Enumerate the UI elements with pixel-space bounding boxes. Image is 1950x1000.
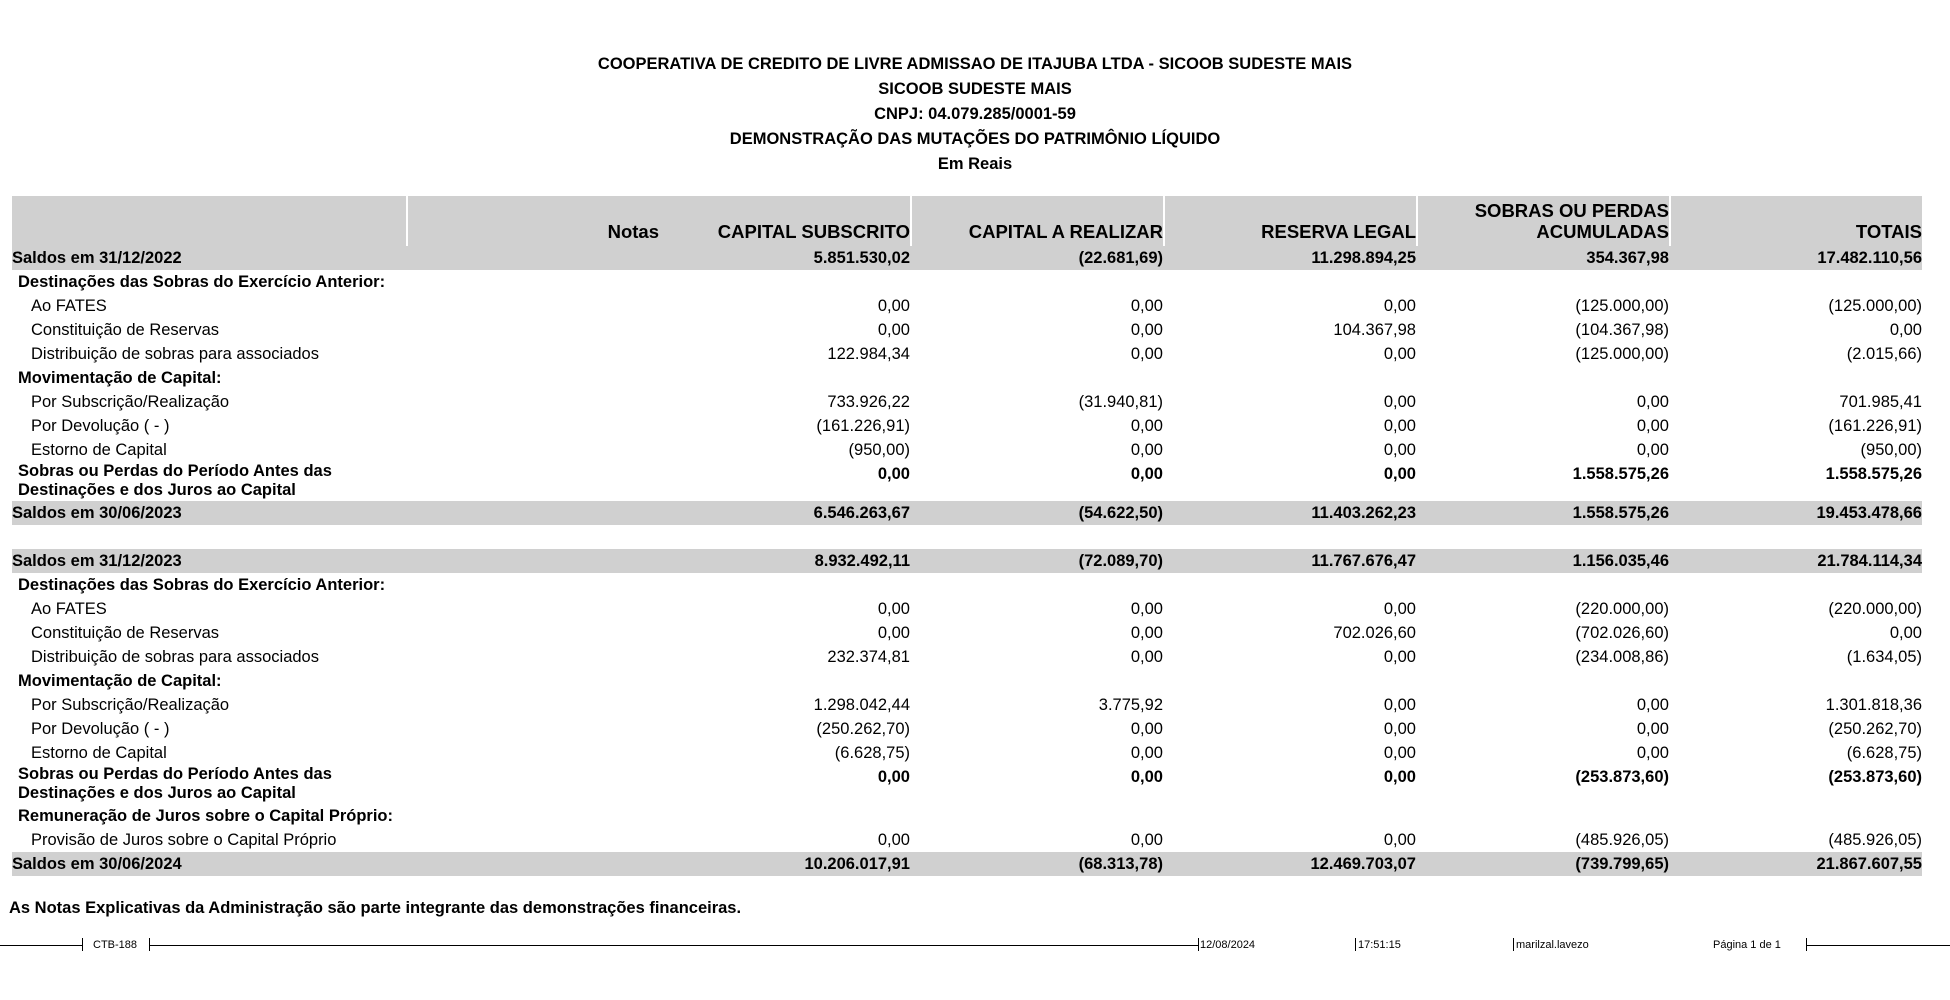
row-label: Distribuição de sobras para associados <box>31 648 319 666</box>
capital-subscrito-value: 0,00 <box>877 321 910 339</box>
row-saldos-2022 <box>12 246 1922 270</box>
sobras-value: (104.367,98) <box>1575 321 1669 339</box>
sobras-value: (702.026,60) <box>1575 624 1669 642</box>
row-label: Ao FATES <box>31 600 107 618</box>
totais-value: 21.784.114,34 <box>1817 552 1922 570</box>
sobras-value: (253.873,60) <box>1575 768 1669 786</box>
reserva-legal-value: 0,00 <box>1383 831 1416 849</box>
row-saldos-2023-12 <box>12 549 1922 573</box>
row-label: Constituição de Reservas <box>31 624 220 642</box>
totais-value: (6.628,75) <box>1846 744 1922 762</box>
sobras-value: (220.000,00) <box>1575 600 1669 618</box>
totais-value: (161.226,91) <box>1828 417 1922 435</box>
report-code: CTB-188 <box>93 939 138 951</box>
capital-subscrito-value: (950,00) <box>848 441 910 459</box>
capital-a-realizar-value: (54.622,50) <box>1078 504 1163 522</box>
row-label: Saldos em 31/12/2023 <box>12 552 182 570</box>
statement-title: DEMONSTRAÇÃO DAS MUTAÇÕES DO PATRIMÔNIO LÍQUIDO <box>729 130 1221 148</box>
row-estorno <box>12 438 1922 462</box>
row-spacer <box>12 525 1922 549</box>
row-ao-fates <box>12 294 1922 318</box>
row-label: Por Devolução ( - ) <box>31 720 170 738</box>
reserva-legal-value: 0,00 <box>1383 648 1416 666</box>
row-label: Ao FATES <box>31 297 107 315</box>
capital-a-realizar-value: 0,00 <box>1130 744 1163 762</box>
totais-value: 21.867.607,55 <box>1816 855 1922 873</box>
sobras-value: 1.558.575,26 <box>1572 504 1669 522</box>
row-subscricao <box>12 390 1922 414</box>
row-label: Saldos em 30/06/2024 <box>12 855 182 873</box>
sobras-value: 1.156.035,46 <box>1572 552 1669 570</box>
company-short-name: SICOOB SUDESTE MAIS <box>878 80 1072 98</box>
row-label: Saldos em 31/12/2022 <box>12 249 182 267</box>
capital-subscrito-value: 0,00 <box>877 768 910 786</box>
reserva-legal-value: 0,00 <box>1383 465 1416 483</box>
sobras-value: 0,00 <box>1636 441 1669 459</box>
cnpj: CNPJ: 04.079.285/0001-59 <box>874 105 1076 123</box>
row-label: Por Subscrição/Realização <box>31 393 230 411</box>
capital-a-realizar-value: (72.089,70) <box>1078 552 1163 570</box>
row-destinacoes-header <box>12 573 1922 597</box>
report-user: marilzal.lavezo <box>1516 939 1589 951</box>
col-reserva-legal: RESERVA LEGAL <box>1261 221 1416 242</box>
row-label: Sobras ou Perdas do Período Antes das Destinações e dos Juros ao Capital <box>18 462 332 499</box>
totais-value: 17.482.110,56 <box>1817 249 1922 267</box>
capital-a-realizar-value: 0,00 <box>1130 441 1163 459</box>
row-label: Movimentação de Capital: <box>18 369 222 387</box>
row-remuneracao-header <box>12 804 1922 828</box>
reserva-legal-value: 11.298.894,25 <box>1311 249 1416 267</box>
capital-a-realizar-value: 0,00 <box>1130 321 1163 339</box>
row-constituicao-reservas <box>12 621 1922 645</box>
row-devolucao <box>12 414 1922 438</box>
row-devolucao <box>12 717 1922 741</box>
page-number: Página 1 de 1 <box>1713 939 1781 951</box>
capital-subscrito-value: 0,00 <box>877 297 910 315</box>
sobras-value: 0,00 <box>1636 393 1669 411</box>
row-subscricao <box>12 693 1922 717</box>
reserva-legal-value: 0,00 <box>1383 600 1416 618</box>
row-provisao-juros <box>12 828 1922 852</box>
equity-statement-table <box>12 196 1922 876</box>
col-totais: TOTAIS <box>1855 221 1922 242</box>
capital-a-realizar-value: (22.681,69) <box>1078 249 1163 267</box>
report-header <box>0 52 1950 177</box>
row-saldos-2023-06 <box>12 501 1922 525</box>
capital-subscrito-value: 5.851.530,02 <box>813 249 910 267</box>
reserva-legal-value: 0,00 <box>1383 417 1416 435</box>
col-capital-a-realizar: CAPITAL A REALIZAR <box>968 221 1163 242</box>
capital-a-realizar-value: (31.940,81) <box>1078 393 1163 411</box>
capital-subscrito-value: 1.298.042,44 <box>813 696 910 714</box>
reserva-legal-value: 0,00 <box>1383 441 1416 459</box>
totais-value: (485.926,05) <box>1828 831 1922 849</box>
col-sobras-line1: SOBRAS OU PERDAS <box>1474 200 1669 221</box>
capital-a-realizar-value: 0,00 <box>1130 417 1163 435</box>
table-body <box>12 246 1922 876</box>
row-sobras-periodo <box>12 462 1922 501</box>
capital-subscrito-value: (161.226,91) <box>816 417 910 435</box>
row-label: Distribuição de sobras para associados <box>31 345 319 363</box>
capital-a-realizar-value: 0,00 <box>1130 345 1163 363</box>
col-sobras-line2: ACUMULADAS <box>1536 221 1669 242</box>
col-notas: Notas <box>607 221 659 242</box>
totais-value: 701.985,41 <box>1839 393 1922 411</box>
capital-subscrito-value: 733.926,22 <box>827 393 910 411</box>
totais-value: 1.558.575,26 <box>1825 465 1922 483</box>
totais-value: (220.000,00) <box>1828 600 1922 618</box>
capital-a-realizar-value: 0,00 <box>1130 624 1163 642</box>
totais-value: 19.453.478,66 <box>1816 504 1922 522</box>
totais-value: (250.262,70) <box>1828 720 1922 738</box>
reserva-legal-value: 11.767.676,47 <box>1311 552 1416 570</box>
row-label: Remuneração de Juros sobre o Capital Próprio: <box>18 807 394 825</box>
capital-subscrito-value: 0,00 <box>877 465 910 483</box>
reserva-legal-value: 702.026,60 <box>1333 624 1416 642</box>
totais-value: 0,00 <box>1889 321 1922 339</box>
reserva-legal-value: 104.367,98 <box>1333 321 1416 339</box>
totais-value: 0,00 <box>1889 624 1922 642</box>
capital-subscrito-value: 0,00 <box>877 624 910 642</box>
capital-a-realizar-value: (68.313,78) <box>1078 855 1163 873</box>
totais-value: (1.634,05) <box>1846 648 1922 666</box>
report-footer <box>0 935 1950 955</box>
reserva-legal-value: 0,00 <box>1383 696 1416 714</box>
capital-subscrito-value: 0,00 <box>877 600 910 618</box>
row-label: Por Devolução ( - ) <box>31 417 170 435</box>
reserva-legal-value: 0,00 <box>1383 768 1416 786</box>
sobras-value: 0,00 <box>1636 720 1669 738</box>
capital-a-realizar-value: 0,00 <box>1130 720 1163 738</box>
reserva-legal-value: 0,00 <box>1383 345 1416 363</box>
capital-subscrito-value: 8.932.492,11 <box>814 552 910 570</box>
capital-subscrito-value: 122.984,34 <box>827 345 910 363</box>
row-movimentacao-header <box>12 366 1922 390</box>
capital-a-realizar-value: 0,00 <box>1130 465 1163 483</box>
row-constituicao-reservas <box>12 318 1922 342</box>
row-label: Destinações das Sobras do Exercício Anterior: <box>18 273 386 291</box>
capital-subscrito-value: 10.206.017,91 <box>804 855 910 873</box>
report-time: 17:51:15 <box>1358 939 1401 951</box>
totais-value: (950,00) <box>1860 441 1922 459</box>
row-label: Estorno de Capital <box>31 744 167 762</box>
row-label: Movimentação de Capital: <box>18 672 222 690</box>
row-destinacoes-header <box>12 270 1922 294</box>
reserva-legal-value: 0,00 <box>1383 393 1416 411</box>
row-label: Constituição de Reservas <box>31 321 220 339</box>
totais-value: (253.873,60) <box>1828 768 1922 786</box>
row-sobras-periodo <box>12 765 1922 804</box>
capital-subscrito-value: (250.262,70) <box>816 720 910 738</box>
totais-value: (2.015,66) <box>1846 345 1922 363</box>
currency-label: Em Reais <box>937 155 1013 173</box>
sobras-value: (234.008,86) <box>1575 648 1669 666</box>
reserva-legal-value: 12.469.703,07 <box>1310 855 1416 873</box>
sobras-value: (125.000,00) <box>1575 297 1669 315</box>
row-label: Destinações das Sobras do Exercício Anterior: <box>18 576 386 594</box>
sobras-value: 0,00 <box>1636 744 1669 762</box>
sobras-value: 1.558.575,26 <box>1572 465 1669 483</box>
reserva-legal-value: 11.403.262,23 <box>1311 504 1416 522</box>
row-saldos-2024-06 <box>12 852 1922 876</box>
capital-a-realizar-value: 0,00 <box>1130 297 1163 315</box>
sobras-value: (739.799,65) <box>1575 855 1669 873</box>
row-label: Estorno de Capital <box>31 441 167 459</box>
capital-a-realizar-value: 0,00 <box>1130 831 1163 849</box>
capital-a-realizar-value: 0,00 <box>1130 768 1163 786</box>
capital-subscrito-value: 0,00 <box>877 831 910 849</box>
row-ao-fates <box>12 597 1922 621</box>
explanatory-note: As Notas Explicativas da Administração são parte integrante das demonstrações financeiras. <box>9 899 742 917</box>
row-label: Saldos em 30/06/2023 <box>12 504 182 522</box>
col-capital-subscrito: CAPITAL SUBSCRITO <box>717 221 910 242</box>
capital-a-realizar-value: 3.775,92 <box>1098 696 1163 714</box>
row-movimentacao-header <box>12 669 1922 693</box>
capital-subscrito-value: 6.546.263,67 <box>813 504 910 522</box>
sobras-value: (485.926,05) <box>1575 831 1669 849</box>
sobras-value: 354.367,98 <box>1586 249 1669 267</box>
capital-a-realizar-value: 0,00 <box>1130 600 1163 618</box>
capital-subscrito-value: (6.628,75) <box>834 744 910 762</box>
totais-value: (125.000,00) <box>1828 297 1922 315</box>
sobras-value: 0,00 <box>1636 417 1669 435</box>
reserva-legal-value: 0,00 <box>1383 297 1416 315</box>
capital-subscrito-value: 232.374,81 <box>827 648 910 666</box>
reserva-legal-value: 0,00 <box>1383 744 1416 762</box>
sobras-value: (125.000,00) <box>1575 345 1669 363</box>
company-name: COOPERATIVA DE CREDITO DE LIVRE ADMISSAO DE ITAJUBA LTDA - SICOOB SUDESTE MAIS <box>597 55 1353 73</box>
row-distribuicao-sobras <box>12 342 1922 366</box>
sobras-value: 0,00 <box>1636 696 1669 714</box>
report-date: 12/08/2024 <box>1200 939 1256 951</box>
row-label: Sobras ou Perdas do Período Antes das Destinações e dos Juros ao Capital <box>18 765 332 802</box>
reserva-legal-value: 0,00 <box>1383 720 1416 738</box>
row-label: Provisão de Juros sobre o Capital Próprio <box>31 831 337 849</box>
capital-a-realizar-value: 0,00 <box>1130 648 1163 666</box>
table-header <box>12 196 1922 246</box>
row-distribuicao-sobras <box>12 645 1922 669</box>
row-estorno <box>12 741 1922 765</box>
row-label: Por Subscrição/Realização <box>31 696 230 714</box>
totais-value: 1.301.818,36 <box>1825 696 1922 714</box>
